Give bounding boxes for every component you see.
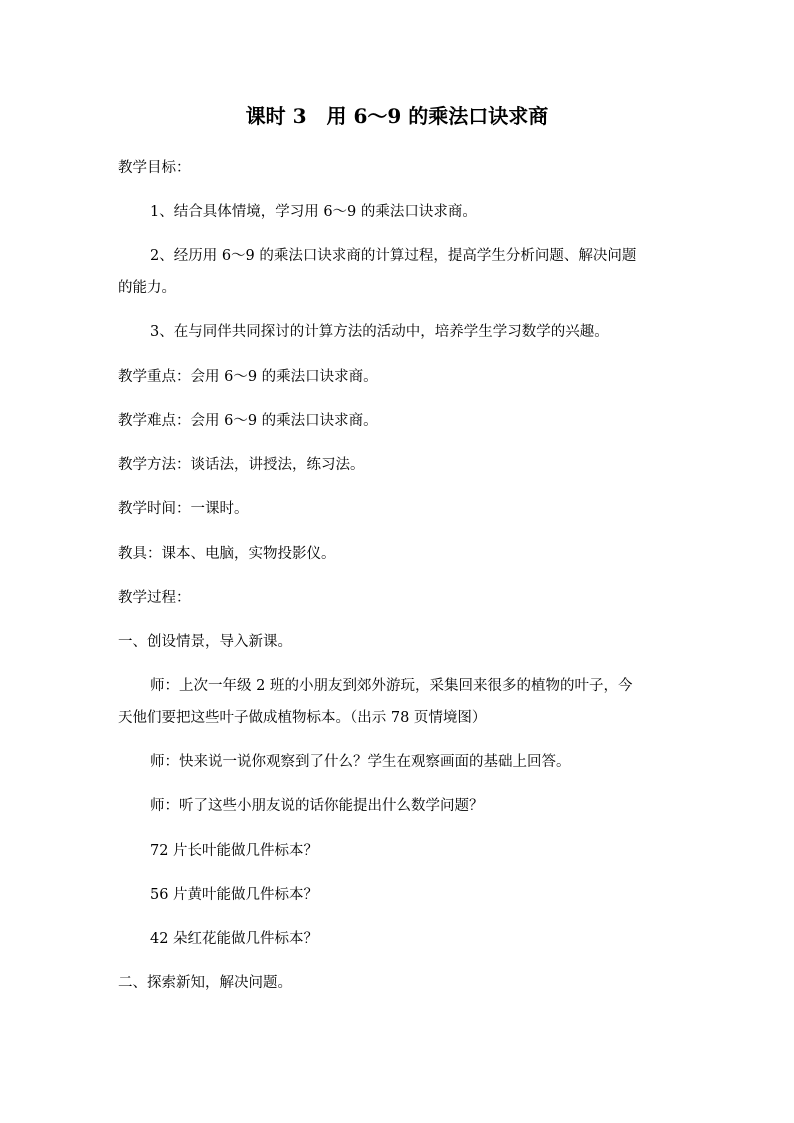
objective-2-line-2: 的能力。 [118,280,176,296]
teacher-intro-line-1: 师：上次一年级 2 班的小朋友到郊外游玩，采集回来很多的植物的叶子，今 [150,678,633,694]
teacher-prompt-observe: 师：快来说一说你观察到了什么？学生在观察画面的基础上回答。 [150,754,571,770]
objective-2-line-1: 2、经历用 6～9 的乘法口诀求商的计算过程，提高学生分析问题、解决问题 [150,248,637,264]
teacher-intro-line-2: 天他们要把这些叶子做成植物标本。（出示 78 页情境图） [118,710,487,726]
teaching-objectives-heading: 教学目标： [118,160,191,176]
objective-1: 1、结合具体情境，学习用 6～9 的乘法口诀求商。 [150,204,477,220]
section-1-heading: 一、创设情景，导入新课。 [118,634,292,650]
teacher-prompt-question: 师：听了这些小朋友说的话你能提出什么数学问题？ [150,798,484,814]
teaching-time: 教学时间：一课时。 [118,501,249,517]
section-2-heading: 二、探索新知，解决问题。 [118,975,292,991]
teaching-process-heading: 教学过程： [118,590,191,606]
question-red-flowers: 42 朵红花能做几件标本？ [150,931,319,947]
teaching-method: 教学方法：谈话法，讲授法，练习法。 [118,457,365,473]
question-long-leaves: 72 片长叶能做几件标本？ [150,843,319,859]
question-yellow-leaves: 56 片黄叶能做几件标本？ [150,887,319,903]
difficult-point: 教学难点：会用 6～9 的乘法口诀求商。 [118,413,378,429]
teaching-aids: 教具：课本、电脑，实物投影仪。 [118,546,336,562]
key-point: 教学重点：会用 6～9 的乘法口诀求商。 [118,369,378,385]
document-title: 课时 3 用 6～9 的乘法口诀求商 [245,104,549,128]
objective-3: 3、在与同伴共同探讨的计算方法的活动中，培养学生学习数学的兴趣。 [150,324,609,340]
